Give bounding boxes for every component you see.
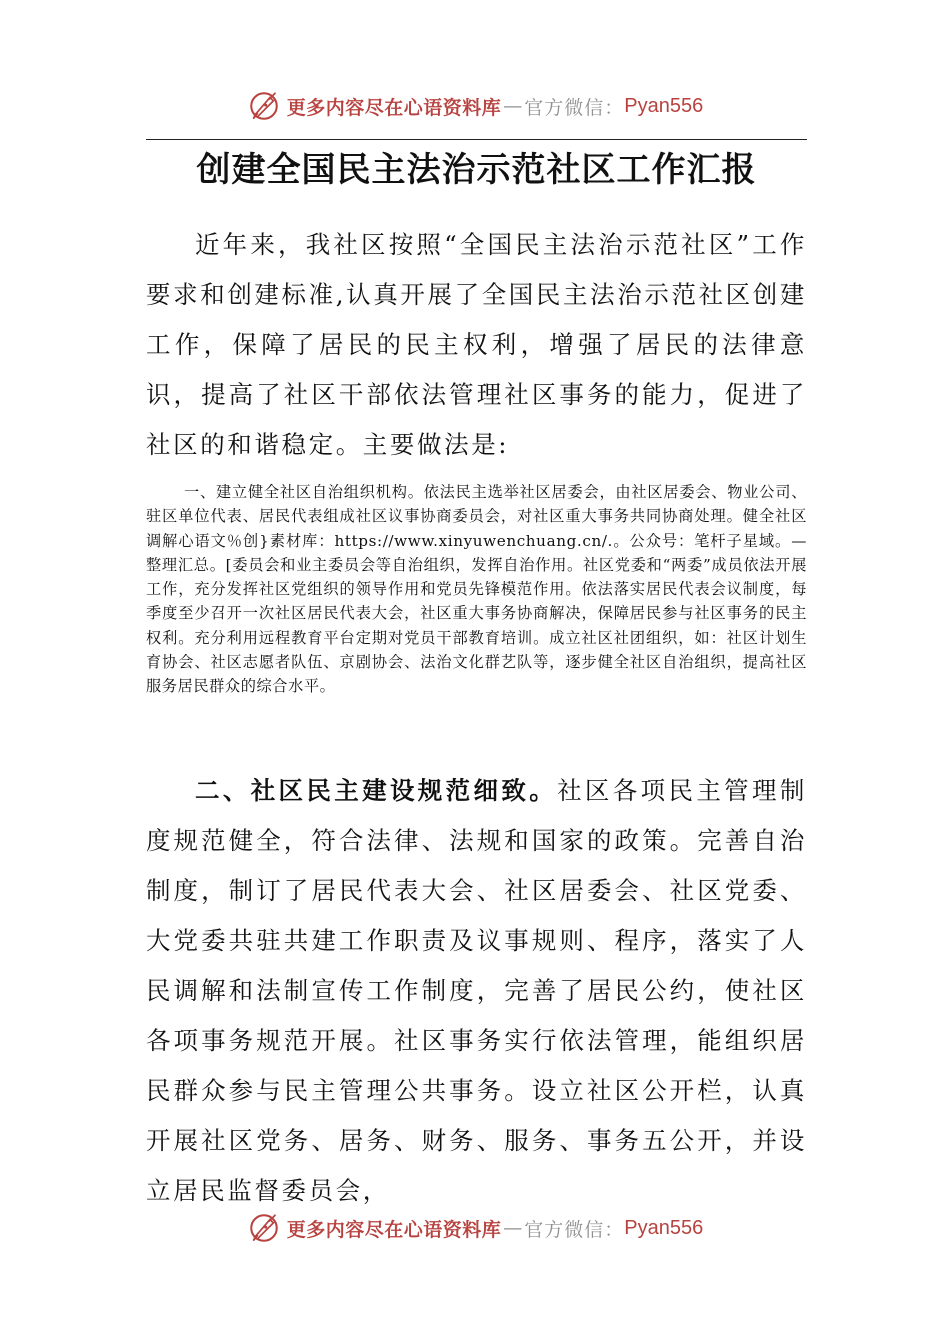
banner-wechat-handle: Pyan556 (624, 1216, 704, 1239)
section-two-heading: 二、社区民主建设规范细致。 (195, 776, 558, 805)
quill-logo-icon (247, 89, 281, 123)
banner-dash: — (503, 1217, 523, 1239)
header-rule (146, 139, 807, 140)
banner-official-label: 官方微信： (524, 96, 625, 119)
banner-brand-text: 更多内容尽在心语资料库 (286, 1218, 502, 1241)
banner-dash: — (503, 95, 523, 117)
banner-brand-text: 更多内容尽在心语资料库 (286, 96, 502, 119)
intro-paragraph: 近年来，我社区按照“全国民主法治示范社区”工作要求和创建标准,认真开展了全国民主法治示范社区创建工作，保障了居民的民主权利，增强了居民的法律意识，提高了社区干部依法管理社区事务的能力，促进了社区的和谐稳定。主要做法是: (146, 230, 807, 459)
header-banner (0, 84, 950, 128)
section-one-paragraph: 一、建立健全社区自治组织机构。依法民主选举社区居委会，由社区居委会、物业公司、驻区单位代表、居民代表组成社区议事协商委员会，对社区重大事务共同协商处理。健全社区调解心语文％创}素材库：https://www.xinyuwenchuang.cn/.。公众号：笔杆子星域。—整理汇总。[委员会和业主委员会等自治组织，发挥自治作用。社区党委和“两委”成员依法开展工作，充分发挥社区党组织的领导作用和党员先锋模范作用。依法落实居民代表会议制度，每季度至少召开一次社区居民代表大会，社区重大事务协商解决，保障居民参与社区事务的民主权利。充分利用远程教育平台定期对党员干部教育培训。成立社区社团组织，如：社区计划生育协会、社区志愿者队伍、京剧协会、法治文化群艺队等，逐步健全社区自治组织，提高社区服务居民群众的综合水平。 (146, 483, 807, 696)
document-title: 创建全国民主法治示范社区工作汇报 (196, 150, 757, 190)
banner-wechat-handle: Pyan556 (624, 94, 704, 117)
banner-official-label: 官方微信： (524, 1218, 625, 1241)
section-two-paragraph (146, 766, 807, 1216)
section-two-body: 社区各项民主管理制度规范健全，符合法律、法规和国家的政策。完善自治制度，制订了居民代表大会、社区居委会、社区党委、大党委共驻共建工作职责及议事规则、程序，落实了人民调解和法制宣传工作制度，完善了居民公约，使社区各项事务规范开展。社区事务实行依法管理，能组织居民群众参与民主管理公共事务。设立社区公开栏，认真开展社区党务、居务、财务、服务、事务五公开，并设立居民监督委员会， (146, 776, 807, 1205)
footer-banner (0, 1206, 950, 1250)
quill-logo-icon (247, 1211, 281, 1245)
